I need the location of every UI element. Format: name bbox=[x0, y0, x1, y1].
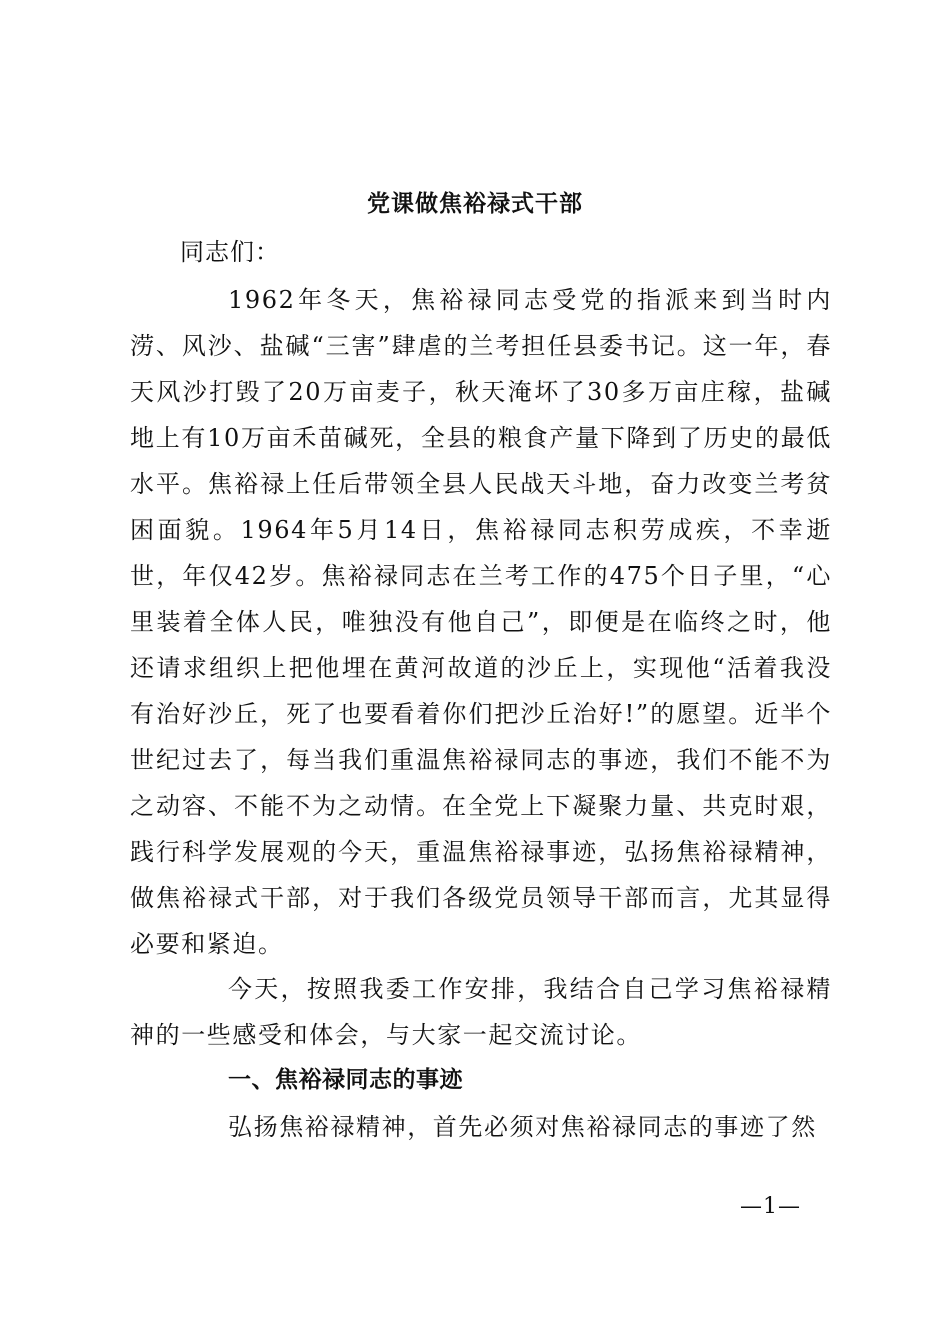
salutation: 同志们： bbox=[180, 238, 280, 266]
paragraph-intro: 1962年冬天，焦裕禄同志受党的指派来到当时内涝、风沙、盐碱“三害”肆虐的兰考担任县委书记。这一年，春天风沙打毁了20万亩麦子，秋天淹坏了30多万亩庄稼，盐碱地上有10万亩禾苗碱死，全县的粮食产量下降到了历史的最低水平。焦裕禄上任后带领全县人民战天斗地，奋力改变兰考贫困面貌。1964年5月14日，焦裕禄同志积劳成疾，不幸逝世，年仅42岁。焦裕禄同志在兰考工作的475个日子里，“心里装着全体人民，唯独没有他自己”，即便是在临终之时，他还请求组织上把他埋在黄河故道的沙丘上，实现他“活着我没有治好沙丘，死了也要看着你们把沙丘治好!”的愿望。近半个世纪过去了，每当我们重温焦裕禄同志的事迹，我们不能不为之动容、不能不为之动情。在全党上下凝聚力量、共克时艰，践行科学发展观的今天，重温焦裕禄事迹，弘扬焦裕禄精神，做焦裕禄式干部，对于我们各级党员领导干部而言，尤其显得必要和紧迫。 bbox=[130, 286, 832, 958]
section-heading: 一、焦裕禄同志的事迹 bbox=[228, 1067, 463, 1093]
document-title: 党课做焦裕禄式干部 bbox=[367, 190, 583, 217]
paragraph-purpose: 今天，按照我委工作安排，我结合自己学习焦裕禄精神的一些感受和体会，与大家一起交流讨论。 bbox=[130, 975, 832, 1049]
section-paragraph: 弘扬焦裕禄精神，首先必须对焦裕禄同志的事迹了然 bbox=[228, 1113, 817, 1141]
page-number: —1— bbox=[740, 1194, 801, 1219]
